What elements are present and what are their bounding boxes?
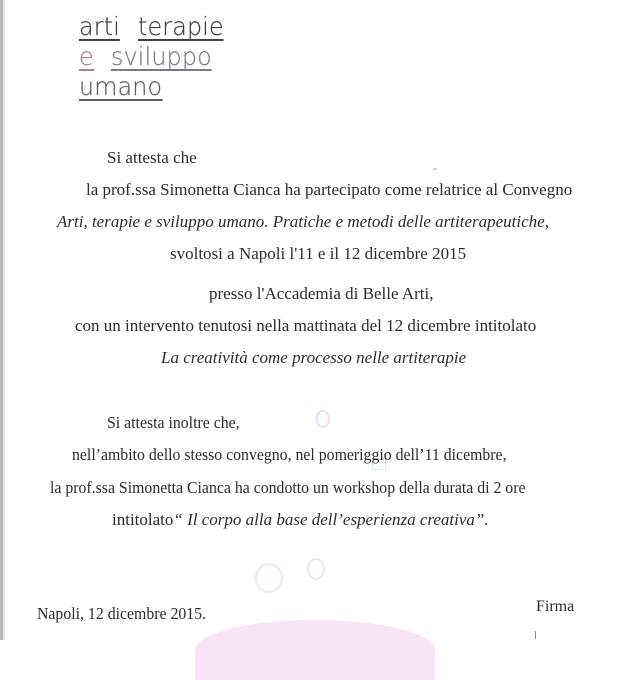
logo-line-1	[79, 12, 237, 42]
talk-title-line: La creatività come processo nelle artiterapie	[161, 348, 467, 367]
workshop-title-prefix: intitolato	[112, 510, 174, 529]
workshop-context-line: nell’ambito dello stesso convegno, nel pomeriggio dell’11 dicembre,	[72, 445, 507, 464]
scan-page-edge-shadow	[3, 0, 5, 640]
conference-title-line: Arti, terapie e sviluppo umano. Pratiche e metodi delle artiterapeutiche,	[57, 212, 549, 231]
place-and-date: Napoli, 12 dicembre 2015.	[37, 604, 207, 623]
watermark-circle	[255, 563, 283, 593]
watermark-circle	[307, 558, 325, 580]
logo	[79, 12, 237, 102]
attestation-participant-line: la prof.ssa Simonetta Cianca ha partecipato come relatrice al Convegno	[86, 180, 573, 199]
watermark-circle	[316, 410, 330, 428]
workshop-title: “ Il corpo alla base dell’esperienza creativa”.	[173, 510, 489, 529]
additional-attestation-intro: Si attesta inoltre che,	[107, 413, 240, 432]
scan-speck	[433, 168, 437, 170]
workshop-participant-line: la prof.ssa Simonetta Cianca ha condotto un workshop della durata di 2 ore	[50, 478, 526, 497]
workshop-title-line	[112, 510, 489, 530]
watermark-shape	[195, 620, 435, 680]
signature-stroke	[535, 631, 536, 639]
attestation-intro: Si attesta che	[107, 148, 197, 167]
conference-date-line: svoltosi a Napoli l'11 e il 12 dicembre 2015	[170, 244, 467, 263]
logo-line-2	[79, 42, 237, 72]
conference-venue-line: presso l'Accademia di Belle Arti,	[209, 284, 434, 303]
logo-word-sviluppo: sviluppo	[110, 42, 212, 71]
logo-word-terapie: terapie	[138, 12, 225, 41]
logo-word-arti: arti	[79, 12, 120, 41]
talk-intro-line: con un intervento tenutosi nella mattinata del 12 dicembre intitolato	[75, 316, 537, 335]
signature-label: Firma	[536, 598, 575, 615]
logo-line-3	[79, 72, 237, 102]
logo-word-umano: umano	[79, 72, 163, 101]
logo-word-e: e	[79, 42, 94, 71]
